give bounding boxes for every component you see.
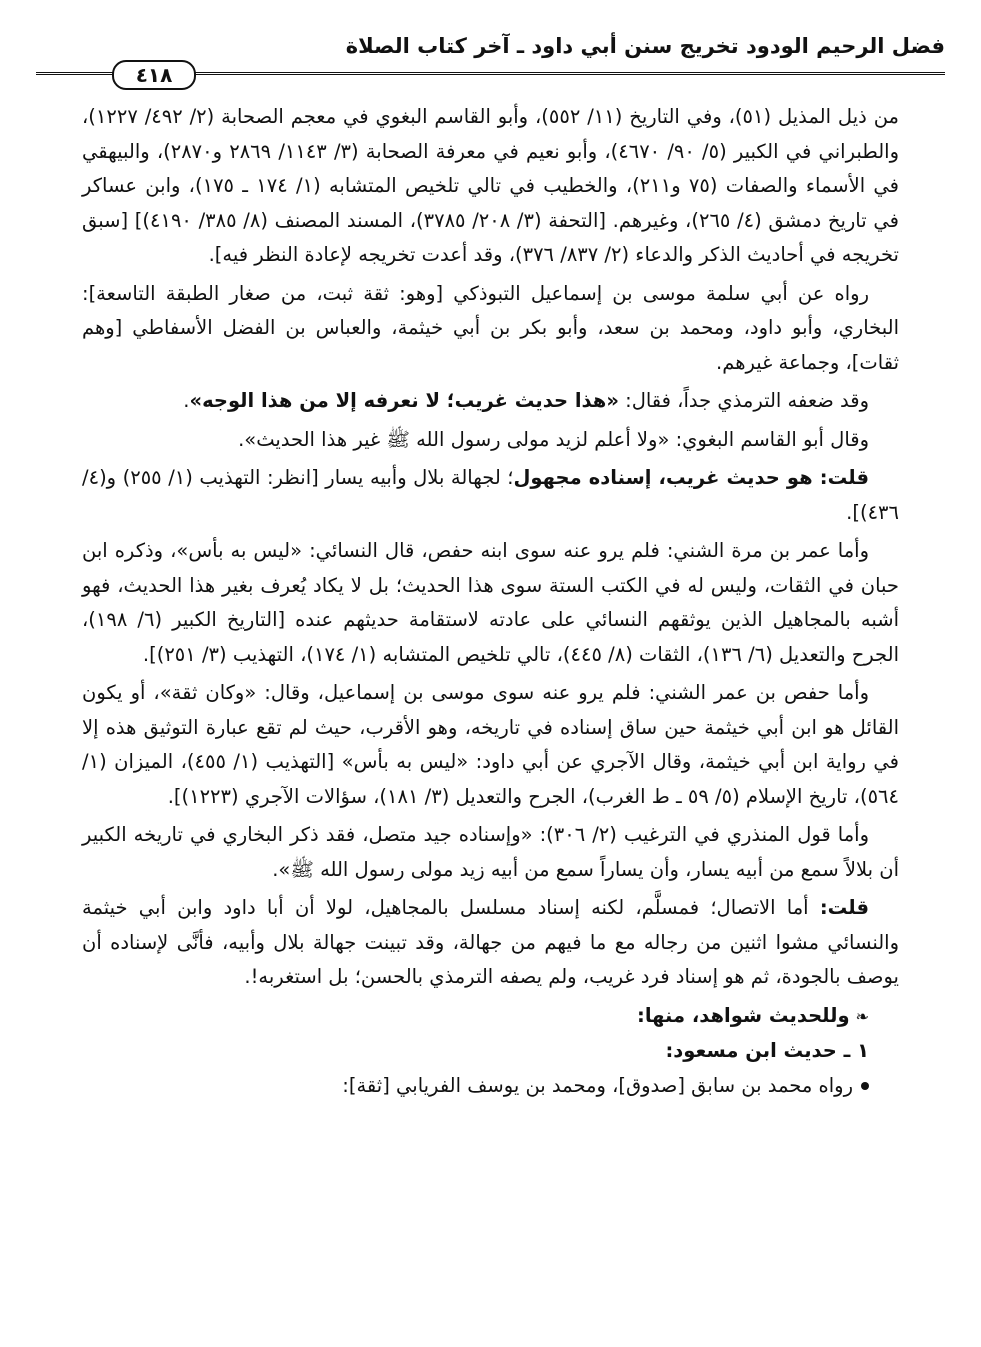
page-body xyxy=(82,100,899,1307)
paragraph-hafs-ibn-umar: وأما حفص بن عمر الشني: فلم يرو عنه سوى موسى بن إسماعيل، وقال: «وكان ثقة»، أو يكون القائل هو ابن أبي خيثمة حين ساق إسناده في تاريخه، وهو الأقرب، حيث لم تقع عبارة التوثيق هذه إلا في رواية ابن أبي خيثمة، وقال الآجري عن أبي داود: «ليس به بأس» [التهذيب (١/ ٤٥٥)، الميزان (١/ ٥٦٤)، تاريخ الإسلام (٥/ ٥٩ ـ ط الغرب)، الجرح والتعديل (٣/ ١٨١)، سؤالات الآجري (١٢٢٣)]. xyxy=(82,681,900,808)
bullet-dot-icon xyxy=(861,1082,869,1090)
paragraph-verdict xyxy=(82,461,899,530)
page-header xyxy=(36,30,945,90)
paragraph-tirmidhi xyxy=(82,384,899,419)
paragraph-umar-ibn-murra: وأما عمر بن مرة الشني: فلم يرو عنه سوى ابنه حفص، قال النسائي: «ليس به بأس»، وذكره ابن حبان في الثقات، وليس له في الكتب الستة سوى هذا الحديث؛ بل لا يكاد يُعرف بغير هذا الحديث، فهو أشبه بالمجاهيل الذين يوثقهم النسائي على عادته لاستقامة حديثهم عنده [التاريخ الكبير (٦/ ١٩٨)، الجرح والتعديل (٦/ ١٣٦)، الثقات (٨/ ٤٤٥)، تالي تلخيص المتشابه (١/ ١٧٤)، التهذيب (٣/ ٢٥١)]. xyxy=(82,539,899,666)
tirmidhi-quote: «هذا حديث غريب؛ لا نعرفه إلا من هذا الوجه» xyxy=(189,389,619,412)
verdict-reason: ؛ لجهالة بلال وأبيه يسار [انظر: التهذيب (١/ ٢٥٥) و(٤/ ٤٣٦)]. xyxy=(82,466,899,524)
tirmidhi-intro: وقد ضعفه الترمذي جداً، فقال: xyxy=(618,389,869,412)
shawahid-text: وللحديث شواهد، منها: xyxy=(637,1003,850,1027)
leaf-ornament-icon: ❧ xyxy=(855,1006,869,1026)
paragraph-baghawi: وقال أبو القاسم البغوي: «ولا أعلم لزيد مولى رسول الله ﷺ غير هذا الحديث». xyxy=(238,427,869,451)
paragraph-narrators: رواه عن أبي سلمة موسى بن إسماعيل التبوذكي [وهو: ثقة ثبت، من صغار الطبقة التاسعة]: البخاري، وأبو داود، ومحمد بن سعد، وأبو بكر بن أبي خيثمة، والعباس بن الفضل الأسفاطي [وهم ثقات]، وجماعة غيرهم. xyxy=(82,281,899,374)
narration-text: رواه محمد بن سابق [صدوق]، ومحمد بن يوسف الفريابي [ثقة]: xyxy=(342,1073,853,1097)
verdict-bold: قلت: هو حديث غريب، إسناده مجهول xyxy=(513,466,869,489)
paragraph-rebuttal xyxy=(82,891,899,995)
paragraph-mundhiri: وأما قول المنذري في الترغيب (٢/ ٣٠٦): «وإسناده جيد متصل، فقد ذكر البخاري في تاريخه الكبير أن بلالاً سمع من أبيه يسار، وأن يساراً سمع من أبيه زيد مولى رسول الله ﷺ». xyxy=(82,823,899,881)
narration-bullet-item xyxy=(82,1069,899,1104)
hadith-ibn-masud-heading: ١ ـ حديث ابن مسعود: xyxy=(665,1039,869,1062)
shawahid-heading xyxy=(82,999,899,1035)
tirmidhi-end: . xyxy=(183,389,190,412)
rebuttal-text: أما الاتصال؛ فمسلَّم، لكنه إسناد مسلسل بالمجاهيل، لولا أن أبا داود وابن أبي خيثمة والنسائي مشوا اثنين من رجاله مع ما فيهم من جهالة، وقد تبينت جهالة بلال وأبيه، فأنَّى لإسناده أن يوصف بالجودة، ثم هو إسناد فرد غريب، ولم يصفه الترمذي بالحسن؛ بل استغربه!. xyxy=(82,896,899,988)
page-number-badge: ٤١٨ xyxy=(112,60,196,90)
running-title: فضل الرحيم الودود تخريج سنن أبي داود ـ آخر كتاب الصلاة xyxy=(345,34,945,58)
rebuttal-label: قلت: xyxy=(819,896,869,919)
paragraph-sources: من ذيل المذيل (٥١)، وفي التاريخ (١١/ ٥٥٢)، وأبو القاسم البغوي في معجم الصحابة (٢/ ٤٩٢/ ١٢٢٧)، والطبراني في الكبير (٥/ ٩٠/ ٤٦٧٠)، وأبو نعيم في معرفة الصحابة (٣/ ١١٤٣/ ٢٨٦٩ و٢٨٧٠)، والبيهقي في الأسماء والصفات (٧٥ و٢١١)، والخطيب في تالي تلخيص المتشابه (١/ ١٧٤ ـ ١٧٥)، وابن عساكر في تاريخ دمشق (٤/ ٢٦٥)، وغيرهم. [التحفة (٣/ ٢٠٨/ ٣٧٨٥)، المسند المصنف (٨/ ٣٨٥/ ٤١٩٠)] [سبق تخريجه في أحاديث الذكر والدعاء (٢/ ٨٣٧/ ٣٧٦)، وقد أعدت تخريجه لإعادة النظر فيه]. xyxy=(82,105,899,266)
